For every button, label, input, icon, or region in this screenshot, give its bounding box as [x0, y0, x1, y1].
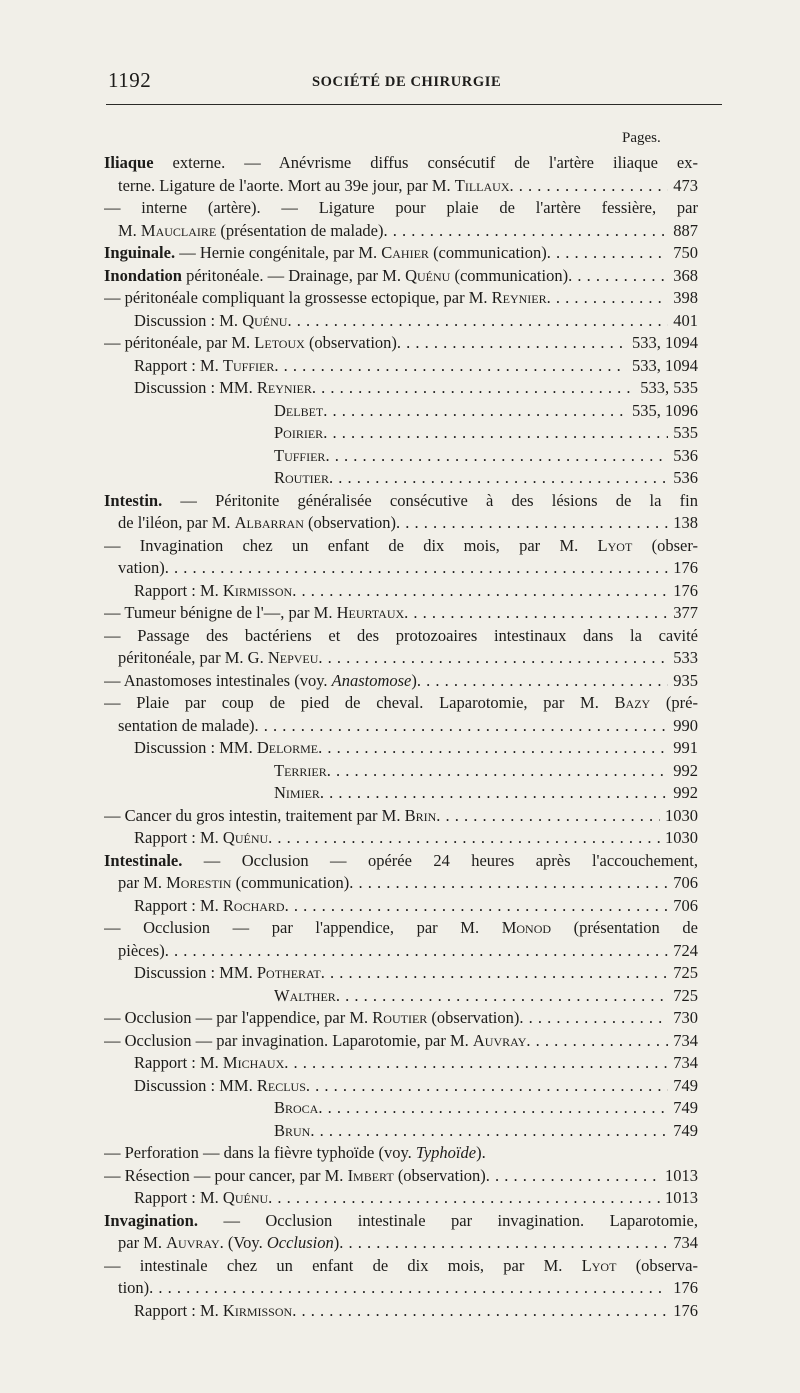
index-line — [104, 647, 698, 670]
entry-text: Rapport : M. — [134, 1188, 223, 1207]
entry-text: — Occlusion — opérée 24 heures après l'accouchement, — [182, 850, 698, 870]
index-entries — [104, 152, 698, 1322]
entry-text-tail: ) — [411, 670, 417, 690]
index-line — [104, 287, 698, 310]
page-ref: 536 — [668, 467, 698, 490]
author-name: Morestin — [166, 873, 232, 892]
entry-text: — Occlusion — par l'appendice, par M. — [104, 1008, 373, 1027]
entry-text-tail: (communication) — [231, 873, 350, 892]
entry-text: externe. — Anévrisme diffus consécutif de l'artère iliaque ex- — [153, 153, 698, 172]
index-line — [104, 985, 698, 1008]
entry-text: pièces) — [118, 940, 165, 960]
index-line — [104, 872, 698, 895]
entry-text: péritonéale, par M. G. — [118, 648, 268, 667]
page-ref: 533, 1094 — [627, 332, 698, 355]
index-line — [104, 1030, 698, 1053]
author-name: Quénu — [222, 1188, 269, 1207]
index-line — [104, 1097, 698, 1120]
page-ref: 1013 — [660, 1187, 698, 1210]
entry-text-tail: (observa- — [616, 1255, 698, 1275]
index-line — [104, 1232, 698, 1255]
page-ref: 377 — [668, 602, 698, 625]
author-name: Reynier — [491, 288, 547, 307]
index-line — [104, 940, 698, 963]
index-line — [104, 962, 698, 985]
page-ref: 401 — [668, 310, 698, 333]
page-ref: 398 — [668, 287, 698, 310]
index-line — [104, 535, 698, 558]
author-name: Bazy — [614, 693, 651, 712]
page-ref: 535 — [668, 422, 698, 445]
index-line — [104, 557, 698, 580]
entry-text: par M. — [118, 873, 167, 892]
index-line — [104, 895, 698, 918]
entry-heading: Intestinale. — [104, 850, 183, 870]
index-line — [104, 1052, 698, 1075]
author-name: Lyot — [581, 1255, 617, 1275]
entry-reference: Occlusion — [266, 1233, 334, 1252]
entry-text: — Plaie par coup de pied de cheval. Laparotomie, par M. — [104, 693, 615, 712]
index-line — [104, 782, 698, 805]
author-name: Poirier — [274, 423, 324, 442]
entry-text-tail: (observation) — [304, 333, 397, 352]
entry-text: Rapport : M. — [134, 1053, 223, 1072]
page-ref: 734 — [668, 1052, 698, 1075]
page-ref: 176 — [668, 557, 698, 580]
entry-text-tail: (obser- — [632, 535, 698, 555]
entry-text: — interne (artère). — Ligature pour plaie de l'artère fessière, par — [104, 198, 698, 217]
author-name: Delorme — [256, 738, 319, 757]
entry-heading: Inguinale. — [104, 243, 176, 262]
page-ref: 992 — [668, 782, 698, 805]
page-ref: 1030 — [660, 827, 698, 850]
entry-text-tail: (communication) — [450, 265, 569, 285]
entry-text: Discussion : MM. — [134, 738, 257, 757]
author-name: Reclus — [256, 1075, 306, 1095]
index-line — [104, 1187, 698, 1210]
author-name: Tuffier — [274, 445, 326, 465]
author-name: Walther — [274, 985, 336, 1005]
index-line — [104, 332, 698, 355]
author-name: Tillaux — [454, 175, 510, 195]
entry-text: — Péritonite généralisée consécutive à des lésions de la fin — [162, 490, 698, 510]
author-name: Michaux — [222, 1053, 285, 1072]
entry-text-tail: ) — [333, 1233, 340, 1252]
author-name: Kirmisson — [222, 1300, 293, 1320]
entry-text-tail: (observation) — [427, 1008, 520, 1027]
author-name: Routier — [274, 468, 329, 487]
entry-text: — Passage des bactériens et des protozoaires intestinaux dans la cavité — [104, 625, 698, 645]
page-ref: 749 — [668, 1075, 698, 1098]
entry-text: Rapport : M. — [134, 1300, 223, 1320]
entry-text: Rapport : M. — [134, 828, 223, 847]
entry-text-tail: (pré- — [650, 693, 698, 712]
page-ref: 887 — [668, 220, 698, 243]
index-line — [104, 1210, 698, 1233]
page-ref: 536 — [668, 445, 698, 468]
index-line — [104, 1007, 698, 1030]
entry-text: — Anastomoses intestinales (voy. — [104, 670, 332, 690]
entry-text: — péritonéale compliquant la grossesse ectopique, par M. — [104, 288, 492, 307]
entry-heading: Iliaque — [104, 153, 154, 172]
entry-text: péritonéale. — Drainage, par M. — [181, 265, 406, 285]
author-name: Albarran — [234, 513, 304, 532]
page-ref: 706 — [668, 895, 698, 918]
author-name: Brun — [274, 1120, 311, 1140]
entry-text: — Résection — pour cancer, par M. — [104, 1165, 348, 1185]
page-number: 1192 — [108, 68, 152, 92]
index-line — [104, 422, 698, 445]
page-ref: 935 — [668, 670, 698, 693]
running-title: SOCIÉTÉ DE CHIRURGIE — [312, 74, 502, 90]
entry-text: Discussion : MM. — [134, 378, 257, 397]
page-ref: 1013 — [660, 1165, 698, 1188]
page-ref: 138 — [668, 512, 698, 535]
index-line — [104, 670, 698, 693]
entry-text-tail: (observation) — [393, 1165, 486, 1185]
index-line — [104, 715, 698, 738]
page-ref: 533, 1094 — [627, 355, 698, 378]
author-name: Routier — [372, 1008, 428, 1027]
entry-text-tail: (observation) — [303, 513, 396, 532]
index-line — [104, 1142, 698, 1165]
page-ref: 750 — [668, 242, 698, 265]
index-line — [104, 152, 698, 175]
index-line — [104, 467, 698, 490]
entry-text-tail: . (Voy. — [219, 1233, 267, 1252]
index-line — [104, 197, 698, 220]
entry-text: — Cancer du gros intestin, traitement par M. — [104, 805, 405, 825]
page-ref: 473 — [668, 175, 698, 198]
entry-text-tail: (présentation de — [551, 918, 698, 937]
index-line — [104, 355, 698, 378]
entry-text: terne. Ligature de l'aorte. Mort au 39e jour, par M. — [118, 175, 455, 195]
page-ref: 176 — [668, 1300, 698, 1323]
index-line — [104, 220, 698, 243]
entry-text: — Invagination chez un enfant de dix mois, par M. — [104, 535, 598, 555]
entry-text: Rapport : M. — [134, 580, 223, 600]
index-line — [104, 580, 698, 603]
page-ref: 368 — [668, 265, 698, 288]
author-name: Imbert — [347, 1165, 394, 1185]
page-ref: 991 — [668, 737, 698, 760]
index-line — [104, 490, 698, 513]
page-ref: 533, 535 — [635, 377, 698, 400]
author-name: Nimier — [274, 783, 320, 802]
entry-text: — intestinale chez un enfant de dix mois, par M. — [104, 1255, 582, 1275]
author-name: Lyot — [597, 535, 633, 555]
page-ref: 734 — [668, 1030, 698, 1053]
author-name: Auvray — [472, 1030, 527, 1050]
index-line — [104, 445, 698, 468]
author-name: Letoux — [254, 333, 305, 352]
author-name: Rochard — [222, 895, 285, 915]
index-line — [104, 310, 698, 333]
index-line — [104, 377, 698, 400]
index-line — [104, 827, 698, 850]
entry-text: — Hernie congénitale, par M. — [175, 243, 382, 262]
index-line — [104, 917, 698, 940]
author-name: Quénu — [242, 310, 288, 330]
entry-text: M. — [118, 220, 141, 240]
author-name: Quénu — [405, 265, 451, 285]
index-line — [104, 850, 698, 873]
index-line — [104, 1277, 698, 1300]
entry-text: tion) — [118, 1278, 150, 1297]
entry-text-tail: ). — [476, 1143, 486, 1162]
index-line — [104, 805, 698, 828]
index-line — [104, 737, 698, 760]
author-name: Terrier — [274, 760, 327, 780]
entry-text: Discussion : MM. — [134, 963, 257, 982]
entry-heading: Intestin. — [104, 490, 163, 510]
page-ref: 706 — [668, 872, 698, 895]
page-ref: 734 — [668, 1232, 698, 1255]
header-rule — [106, 104, 722, 105]
page-ref: 990 — [668, 715, 698, 738]
entry-text: — Occlusion — par l'appendice, par M. — [104, 918, 502, 937]
author-name: Quénu — [222, 828, 269, 847]
page-ref: 724 — [668, 940, 698, 963]
author-name: Auvray — [166, 1233, 220, 1252]
page-ref: 176 — [668, 580, 698, 603]
index-line — [104, 1255, 698, 1278]
page-ref: 725 — [668, 985, 698, 1008]
index-line — [104, 1165, 698, 1188]
index-line — [104, 760, 698, 783]
entry-text: Rapport : M. — [134, 895, 223, 915]
page-ref: 749 — [668, 1097, 698, 1120]
entry-text: Rapport : M. — [134, 355, 223, 375]
entry-text: — Occlusion intestinale par invagination. Laparotomie, — [198, 1210, 698, 1230]
author-name: Delbet — [274, 400, 324, 420]
author-name: Brin — [404, 805, 437, 825]
entry-text: sentation de malade) — [118, 715, 255, 735]
page-ref: 533 — [668, 647, 698, 670]
index-line — [104, 625, 698, 648]
entry-reference: Typhoïde — [415, 1143, 477, 1162]
entry-text: — Occlusion — par invagination. Laparotomie, par M. — [104, 1030, 473, 1050]
entry-text-tail: (communication) — [428, 243, 547, 262]
index-line — [104, 1075, 698, 1098]
entry-text: de l'iléon, par M. — [118, 513, 235, 532]
index-line — [104, 1120, 698, 1143]
author-name: Heurtaux — [336, 603, 405, 622]
author-name: Monod — [501, 918, 552, 937]
index-line — [104, 692, 698, 715]
entry-text: Discussion : MM. — [134, 1075, 257, 1095]
page-ref: 1030 — [660, 805, 698, 828]
page-ref: 749 — [668, 1120, 698, 1143]
entry-text: Discussion : M. — [134, 310, 243, 330]
index-line — [104, 175, 698, 198]
entry-text: — Tumeur bénigne de l'—, par M. — [104, 603, 337, 622]
author-name: Cahier — [381, 243, 429, 262]
index-line — [104, 265, 698, 288]
index-line — [104, 602, 698, 625]
page-ref: 730 — [668, 1007, 698, 1030]
author-name: Tuffier — [222, 355, 275, 375]
entry-heading: Invagination. — [104, 1210, 198, 1230]
pages-column-label: Pages. — [622, 130, 661, 146]
entry-text: — péritonéale, par M. — [104, 333, 255, 352]
entry-heading: Inondation — [104, 265, 182, 285]
entry-text: — Perforation — dans la fièvre typhoïde (voy. — [104, 1143, 416, 1162]
index-line — [104, 400, 698, 423]
index-line — [104, 512, 698, 535]
index-line — [104, 242, 698, 265]
author-name: Nepveu — [267, 648, 319, 667]
author-name: Reynier — [256, 378, 312, 397]
entry-text-tail: (présentation de malade) — [216, 220, 384, 240]
author-name: Broca — [274, 1098, 319, 1117]
entry-text: par M. — [118, 1233, 167, 1252]
page-ref: 725 — [668, 962, 698, 985]
author-name: Potherat — [256, 963, 321, 982]
author-name: Kirmisson — [222, 580, 293, 600]
author-name: Mauclaire — [140, 220, 217, 240]
entry-text: vation) — [118, 558, 165, 577]
index-line — [104, 1300, 698, 1323]
page-ref: 535, 1096 — [627, 400, 698, 423]
entry-reference: Anastomose — [331, 670, 412, 690]
page-ref: 992 — [668, 760, 698, 783]
page-ref: 176 — [668, 1277, 698, 1300]
